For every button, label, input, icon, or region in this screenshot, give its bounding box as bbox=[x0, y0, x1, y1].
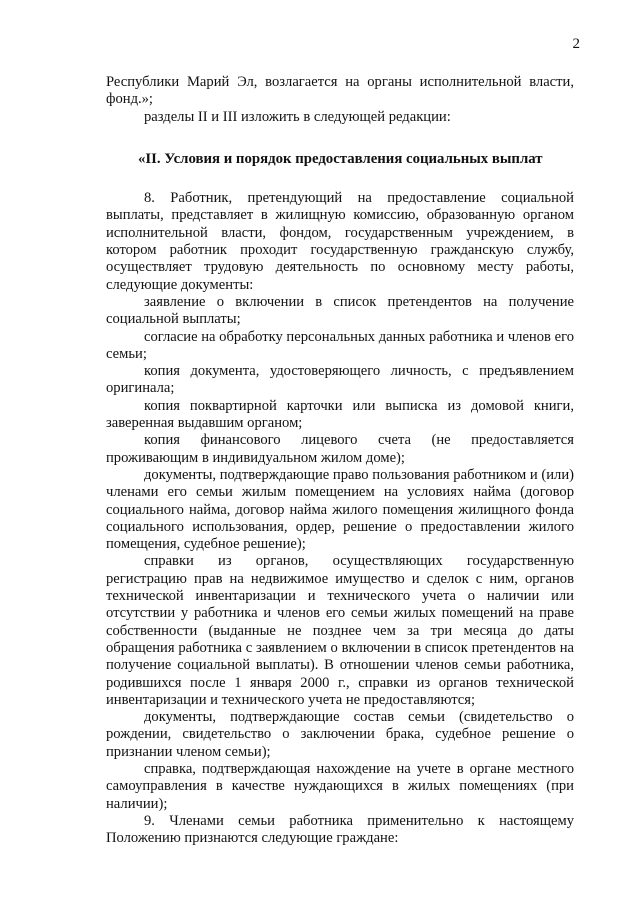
list-item-account-copy: копия финансового лицевого счета (не предоставляется проживающим в индивидуальном жилом доме); bbox=[106, 432, 574, 466]
list-item-application: заявление о включении в список претендентов на получение социальной выплаты; bbox=[106, 293, 574, 328]
list-item-family-documents: документы, подтверждающие состав семьи (свидетельство о рождении, свидетельство о заключении брака, судебное решение о признании членом семьи); bbox=[106, 709, 574, 760]
page-number: 2 bbox=[572, 36, 580, 52]
list-item-consent: согласие на обработку персональных данных работника и членов его семьи; bbox=[106, 328, 574, 362]
list-item-registration-certificate: справка, подтверждающая нахождение на учете в органе местного самоуправления в качестве нуждающихся в жилых помещениях (при наличии); bbox=[106, 760, 574, 812]
list-item-usage-rights: документы, подтверждающие право пользования работником и (или) членами его семьи жилым помещением на условиях найма (договор социального найма, договор найма жилого помещения жилищного фонда социального использования, ордер, решение о предоставлении жилого помещения, судебное решение); bbox=[106, 466, 574, 553]
paragraph-item-9: 9. Членами семьи работника применительно к настоящему Положению признаются следующие граждане: bbox=[106, 812, 574, 847]
document-body bbox=[106, 74, 574, 847]
list-item-id-copy: копия документа, удостоверяющего личность, с предъявлением оригинала; bbox=[106, 363, 574, 397]
paragraph-continuation: Республики Марий Эл, возлагается на органы исполнительной власти, фонд.»; bbox=[106, 74, 574, 108]
section-heading: «II. Условия и порядок предоставления социальных выплат bbox=[138, 150, 543, 167]
paragraph-item-8: 8. Работник, претендующий на предоставление социальной выплаты, представляет в жилищную комиссию, образованную органом исполнительной власти, фондом, государственным учреждением, в котором работник проходит государственную гражданскую службу, осуществляет трудовую деятельность по основному месту работы, следующие документы: bbox=[106, 190, 574, 293]
paragraph-amendment-intro: разделы II и III изложить в следующей редакции: bbox=[144, 108, 451, 125]
list-item-property-certificates: справки из органов, осуществляющих государственную регистрацию прав на недвижимое имущество и сделок с ним, органов технической инвентаризации и технического учета о наличии или отсутствии у работника и членов его семьи жилых помещений на праве собственности (выданные не позднее чем за три месяца до даты обращения работника с заявлением о включении в список претендентов на получение социальной выплаты). В отношении членов семьи работника, родившихся после 1 января 2000 г., справки из органов технической инвентаризации и технического учета не предоставляются; bbox=[106, 553, 574, 708]
list-item-house-register: копия поквартирной карточки или выписка из домовой книги, заверенная выдавшим органом; bbox=[106, 397, 574, 432]
